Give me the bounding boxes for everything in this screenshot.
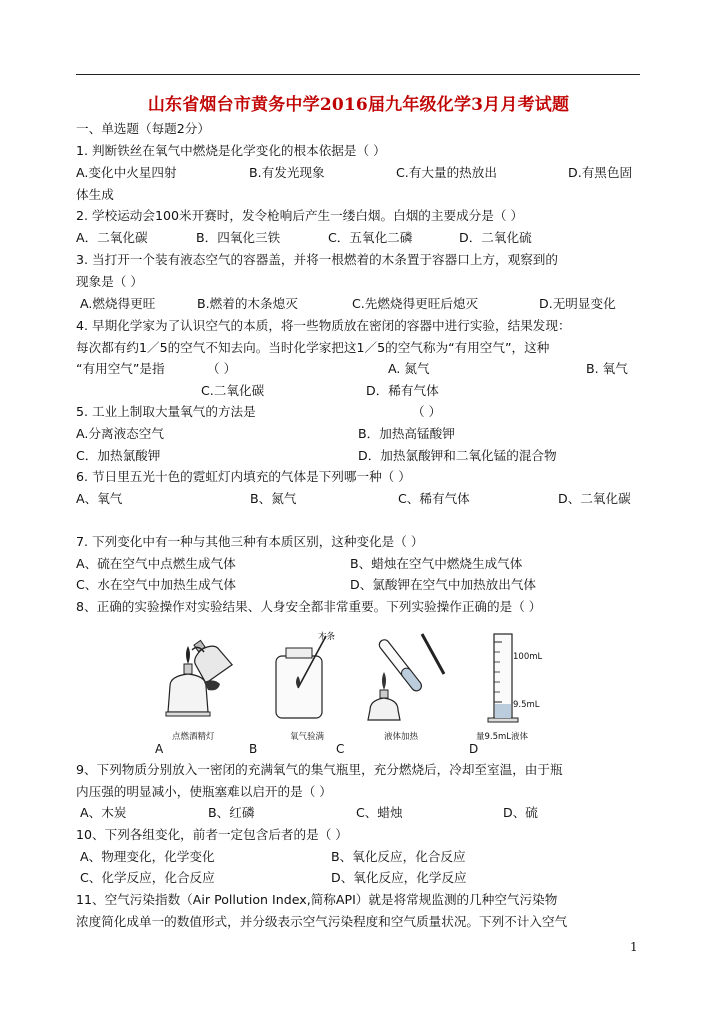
q9-option-a: A、木炭 — [80, 805, 127, 820]
q3-option-d: D.无明显变化 — [539, 296, 616, 311]
q4-option-b: B. 氧气 — [586, 361, 628, 376]
q4-line-3: “有用空气”是指 — [76, 361, 165, 376]
liquid-heating-figure — [360, 628, 450, 728]
q1-option-a: A.变化中火星四射 — [76, 165, 177, 180]
q4-option-d: D．稀有气体 — [366, 383, 439, 398]
q3-option-a: A.燃烧得更旺 — [80, 296, 156, 311]
q3-stem: 3. 当打开一个装有液态空气的容器盖，并将一根燃着的木条置于容器口上方，观察到的 — [76, 252, 558, 267]
q9-option-c: C、蜡烛 — [356, 805, 403, 820]
fig-c-caption: 液体加热 — [384, 732, 419, 742]
q1-option-d: D.有黑色固 — [568, 165, 633, 180]
q1-stem: 1. 判断铁丝在氧气中燃烧是化学变化的根本依据是（ ） — [76, 143, 386, 158]
q4-line-2: 每次都有约1／5的空气不知去向。当时化学家把这1／5的空气称为“有用空气”，这种 — [76, 340, 550, 355]
q10-option-b: B、氧化反应，化合反应 — [331, 849, 466, 864]
q6-option-a: A、氧气 — [76, 491, 123, 506]
section-heading: 一、单选题（每题2分） — [76, 121, 210, 136]
q8-stem: 8、正确的实验操作对实验结果、人身安全都非常重要。下列实验操作正确的是（ ） — [76, 599, 542, 614]
q7-option-c: C、水在空气中加热生成气体 — [76, 577, 236, 592]
q6-option-d: D、二氧化碳 — [558, 491, 631, 506]
q9-option-d: D、硫 — [503, 805, 538, 820]
q1-option-d-cont: 体生成 — [76, 187, 114, 202]
q7-option-d: D、氯酸钾在空气中加热放出气体 — [350, 577, 537, 592]
q7-stem: 7. 下列变化中有一种与其他三种有本质区别，这种变化是（ ） — [76, 534, 424, 549]
fig-b-caption: 氧气验满 — [290, 732, 325, 742]
fig-d-caption: 量9.5mL液体 — [476, 732, 529, 742]
q5-option-a: A.分离液态空气 — [76, 426, 164, 441]
header-rule — [76, 74, 640, 75]
q9-line-2: 内压强的明显减小，使瓶塞难以启开的是（ ） — [76, 784, 332, 799]
q2-option-d: D．二氧化硫 — [459, 230, 532, 245]
graduated-cylinder-figure — [480, 628, 550, 728]
q5-option-b: B．加热高锰酸钾 — [358, 426, 455, 441]
q10-stem: 10、下列各组变化，前者一定包含后者的是（ ） — [76, 827, 348, 842]
fig-b-top-label: 木条 — [318, 632, 336, 642]
q7-option-a: A、硫在空气中点燃生成气体 — [76, 556, 236, 571]
q1-option-b: B.有发光现象 — [249, 165, 325, 180]
fig-letter-a: A — [155, 742, 164, 756]
q4-line-1: 4. 早期化学家为了认识空气的本质，将一些物质放在密闭的容器中进行实验，结果发现： — [76, 318, 571, 333]
fig-letter-d: D — [469, 742, 479, 756]
page-number: 1 — [630, 940, 638, 954]
fig-d-level-mark: 9.5mL — [513, 700, 540, 710]
q2-option-a: A．二氧化碳 — [76, 230, 148, 245]
q7-option-b: B、蜡烛在空气中燃烧生成气体 — [350, 556, 523, 571]
q10-option-c: C、化学反应，化合反应 — [80, 870, 215, 885]
q6-stem: 6. 节日里五光十色的霓虹灯内填充的气体是下列哪一种（ ） — [76, 469, 411, 484]
q10-option-d: D、氧化反应，化学反应 — [331, 870, 467, 885]
q6-option-c: C、稀有气体 — [398, 491, 470, 506]
fig-a-caption: 点燃酒精灯 — [172, 732, 215, 742]
q4-option-a: A. 氮气 — [388, 361, 430, 376]
q3-option-b: B.燃着的木条熄灭 — [197, 296, 298, 311]
q5-answer-paren: （ ） — [412, 404, 442, 419]
q2-option-c: C．五氧化二磷 — [328, 230, 413, 245]
q9-option-b: B、红磷 — [208, 805, 255, 820]
q5-stem: 5. 工业上制取大量氧气的方法是 — [76, 404, 256, 419]
q11-line-2: 浓度简化成单一的数值形式，并分级表示空气污染程度和空气质量状况。下列不计入空气 — [76, 914, 568, 929]
fig-letter-b: B — [249, 742, 258, 756]
q11-line-1: 11、空气污染指数（Air Pollution Index,简称API）就是将常规监测的几种空气污染物 — [76, 892, 558, 907]
fig-letter-c: C — [336, 742, 345, 756]
q1-option-c: C.有大量的热放出 — [396, 165, 497, 180]
q5-option-c: C．加热氯酸钾 — [76, 448, 161, 463]
q3-option-c: C.先燃烧得更旺后熄灭 — [352, 296, 479, 311]
q6-option-b: B、氮气 — [250, 491, 297, 506]
q5-option-d: D．加热氯酸钾和二氧化锰的混合物 — [358, 448, 557, 463]
q9-line-1: 9、下列物质分别放入一密闭的充满氧气的集气瓶里，充分燃烧后，冷却至室温，由于瓶 — [76, 762, 563, 777]
q3-stem-cont: 现象是（ ） — [76, 274, 143, 289]
q2-option-b: B．四氧化三铁 — [196, 230, 281, 245]
q2-stem: 2. 学校运动会100米开赛时，发令枪响后产生一缕白烟。白烟的主要成分是（ ） — [76, 208, 524, 223]
fig-d-top-mark: 100mL — [513, 652, 543, 662]
q4-answer-paren: （ ） — [207, 361, 237, 376]
exam-title: 山东省烟台市黄务中学2016届九年级化学3月月考试题 — [147, 95, 570, 115]
q10-option-a: A、物理变化，化学变化 — [80, 849, 215, 864]
q4-option-c: C.二氧化碳 — [201, 383, 265, 398]
alcohol-lamp-figure — [152, 628, 242, 728]
oxygen-test-figure — [262, 628, 352, 728]
